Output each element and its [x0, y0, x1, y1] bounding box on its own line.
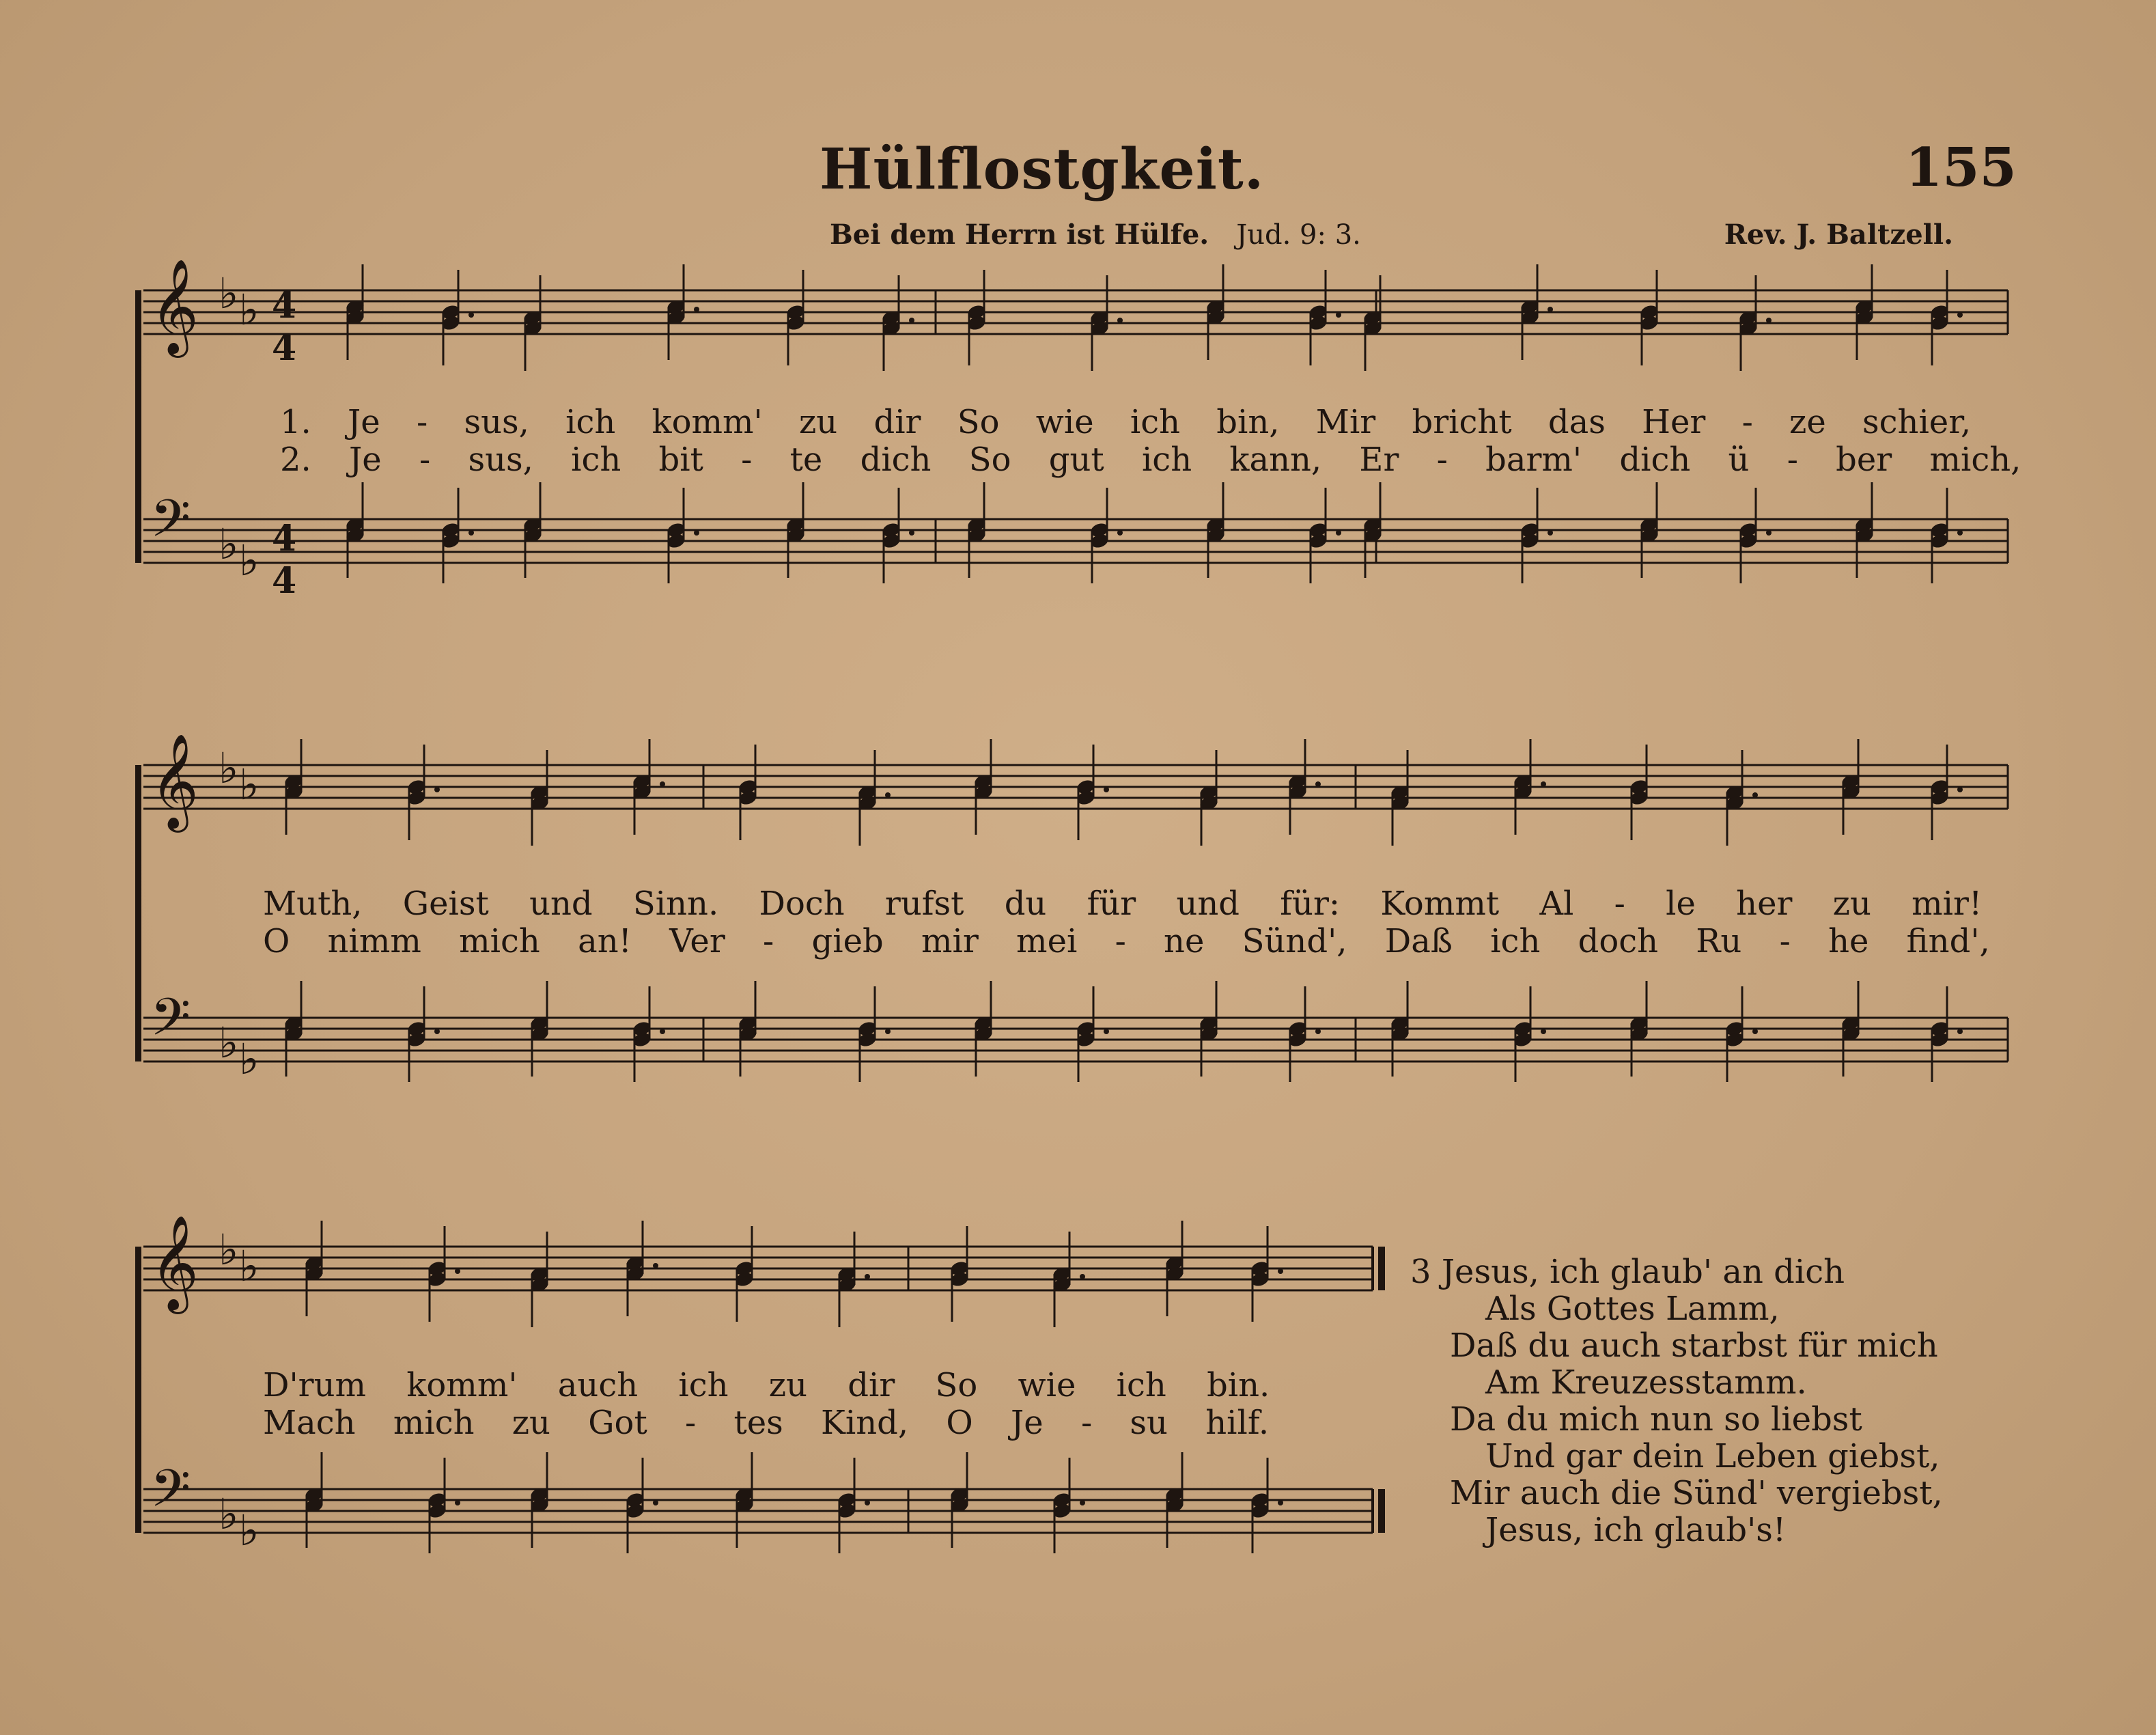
- system3-verse1: D'rum komm' auch ich zu dir So wie ich bin.: [263, 1366, 1270, 1404]
- augmentation-dot: [694, 530, 699, 536]
- augmentation-dot: [1752, 792, 1758, 798]
- system1-verse2: 2. Je - sus, ich bit - te dich So gut ich kann, Er - barm' dich ü - ber mich,: [280, 441, 2021, 479]
- verse3-line: Da du mich nun so liebst: [1450, 1400, 1862, 1439]
- verse3-line: Jesus, ich glaub's!: [1485, 1511, 1787, 1549]
- time-sig-bass-top: 4: [272, 518, 297, 559]
- augmentation-dot: [455, 1500, 460, 1505]
- augmentation-dot: [1957, 530, 1963, 536]
- composer: Rev. J. Baltzell.: [1724, 219, 1953, 251]
- system-brace: [135, 1247, 141, 1533]
- bass-clef-icon: 𝄢: [150, 987, 191, 1060]
- verse3-line: Am Kreuzesstamm.: [1485, 1363, 1807, 1402]
- flat-icon: ♭: [219, 743, 239, 793]
- augmentation-dot: [660, 1029, 665, 1034]
- final-barline: [1378, 1247, 1385, 1290]
- verse3-line: Mir auch die Sünd' vergiebst,: [1450, 1474, 1943, 1512]
- augmentation-dot: [1315, 781, 1321, 787]
- system-brace: [135, 290, 141, 563]
- time-sig-bass-bottom: 4: [272, 560, 297, 602]
- bass-clef-icon: 𝄢: [150, 1458, 191, 1531]
- treble-clef-icon: 𝄞: [150, 259, 199, 354]
- time-sig-treble-bottom: 4: [272, 327, 297, 369]
- augmentation-dot: [909, 530, 914, 536]
- system2-verse1: Muth, Geist und Sinn. Doch rufst du für und für: Kommt Al - le her zu mir!: [263, 885, 1983, 923]
- augmentation-dot: [434, 1029, 440, 1034]
- augmentation-dot: [1548, 530, 1553, 536]
- augmentation-dot: [653, 1500, 658, 1505]
- augmentation-dot: [1541, 781, 1546, 787]
- augmentation-dot: [1315, 1029, 1321, 1034]
- flat-icon: ♭: [239, 1505, 260, 1555]
- flat-icon: ♭: [219, 519, 239, 569]
- page-number: 155: [1905, 137, 2017, 199]
- augmentation-dot: [434, 787, 440, 792]
- augmentation-dot: [1080, 1274, 1085, 1279]
- augmentation-dot: [694, 307, 699, 312]
- system2-verse2: O nimm mich an! Ver - gieb mir mei - ne Sünd', Daß ich doch Ru - he find',: [263, 922, 1990, 960]
- augmentation-dot: [1117, 318, 1123, 323]
- epigraph-text: Bei dem Herrn ist Hülfe.: [830, 219, 1209, 251]
- augmentation-dot: [653, 1263, 658, 1268]
- augmentation-dot: [1117, 530, 1123, 536]
- augmentation-dot: [1957, 312, 1963, 318]
- verse3-line: Als Gottes Lamm,: [1485, 1290, 1780, 1328]
- final-barline: [1378, 1489, 1385, 1533]
- augmentation-dot: [1336, 530, 1341, 536]
- augmentation-dot: [885, 792, 891, 798]
- flat-icon: ♭: [239, 285, 260, 335]
- flat-icon: ♭: [219, 1018, 239, 1068]
- verse-3: [1410, 1253, 1943, 1549]
- augmentation-dot: [1766, 318, 1772, 323]
- flat-icon: ♭: [239, 536, 260, 585]
- augmentation-dot: [1278, 1268, 1283, 1274]
- augmentation-dot: [1080, 1500, 1085, 1505]
- augmentation-dot: [885, 1029, 891, 1034]
- augmentation-dot: [1541, 1029, 1546, 1034]
- flat-icon: ♭: [219, 1489, 239, 1539]
- system1-verse1: 1. Je - sus, ich komm' zu dir So wie ich bin, Mir bricht das Her - ze schier,: [280, 403, 1972, 441]
- bass-clef-icon: 𝄢: [150, 488, 191, 561]
- augmentation-dot: [1752, 1029, 1758, 1034]
- treble-clef-icon: 𝄞: [150, 1215, 199, 1310]
- verse3-number: 3: [1410, 1253, 1431, 1291]
- verse3-line: 3 Jesus, ich glaub' an dich: [1410, 1253, 1845, 1291]
- verse3-line: Und gar dein Leben giebst,: [1485, 1437, 1940, 1475]
- flat-icon: ♭: [219, 1225, 239, 1275]
- system-brace: [135, 765, 141, 1061]
- augmentation-dot: [865, 1500, 870, 1505]
- augmentation-dot: [468, 530, 474, 536]
- augmentation-dot: [909, 318, 914, 323]
- verse3-line: Daß du auch starbst für mich: [1450, 1327, 1938, 1365]
- epigraph-reference: Jud. 9: 3.: [1236, 219, 1361, 251]
- augmentation-dot: [1957, 1029, 1963, 1034]
- system3-verse2: Mach mich zu Got - tes Kind, O Je - su hilf.: [263, 1404, 1270, 1442]
- hymn-title: Hülflostgkeit.: [820, 137, 1265, 202]
- flat-icon: ♭: [239, 760, 260, 809]
- flat-icon: ♭: [239, 1241, 260, 1291]
- augmentation-dot: [1336, 312, 1341, 318]
- augmentation-dot: [1548, 307, 1553, 312]
- augmentation-dot: [1957, 787, 1963, 792]
- augmentation-dot: [1766, 530, 1772, 536]
- flat-icon: ♭: [239, 1034, 260, 1084]
- augmentation-dot: [1104, 1029, 1109, 1034]
- augmentation-dot: [1278, 1500, 1283, 1505]
- augmentation-dot: [468, 312, 474, 318]
- treble-clef-icon: 𝄞: [150, 734, 199, 829]
- augmentation-dot: [865, 1274, 870, 1279]
- time-sig-treble-top: 4: [272, 285, 297, 327]
- flat-icon: ♭: [219, 268, 239, 318]
- augmentation-dot: [660, 781, 665, 787]
- augmentation-dot: [455, 1268, 460, 1274]
- augmentation-dot: [1104, 787, 1109, 792]
